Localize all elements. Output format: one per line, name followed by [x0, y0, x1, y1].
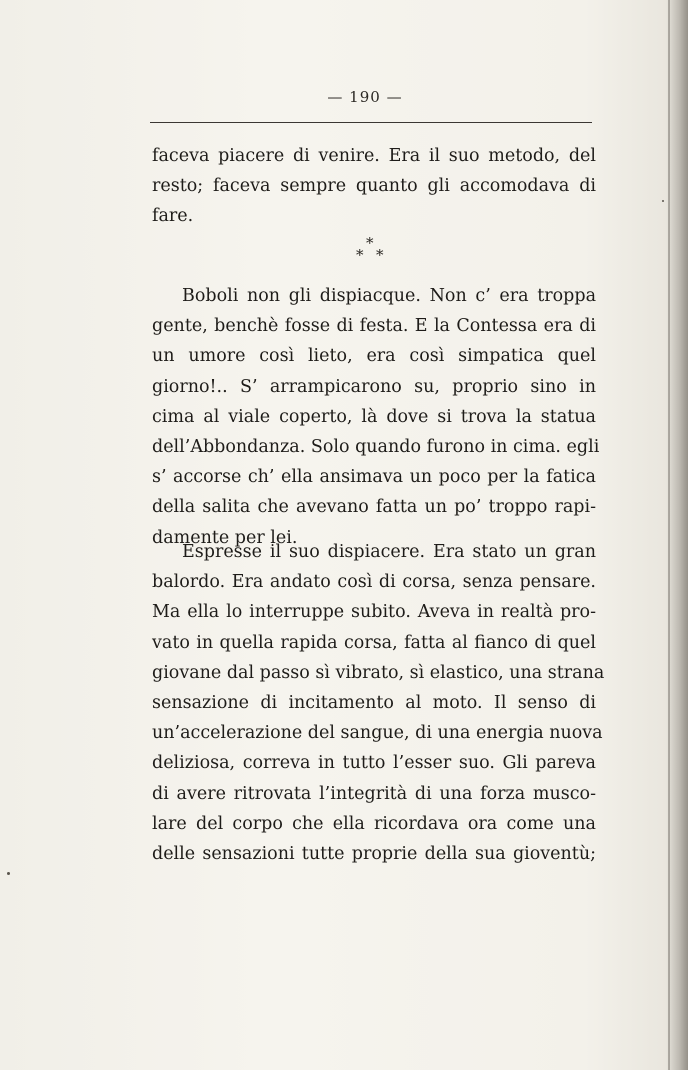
text-line: giovane dal passo sì vibrato, sì elastico, una strana [152, 662, 605, 683]
asterisk-icon: * [356, 246, 364, 264]
text-line: resto; faceva sempre quanto gli accomodava di [152, 176, 596, 197]
text-line: sensazione di incitamento al moto. Il senso di [152, 693, 596, 714]
section-separator [350, 236, 394, 266]
text-line: damente per lei. [152, 527, 298, 548]
text-line: fare. [152, 206, 194, 227]
text-line: giorno!.. S’ arrampicarono su, proprio sino in [152, 376, 596, 397]
asterisk-icon: * [376, 246, 384, 264]
paper-speck [662, 200, 664, 202]
text-line: balordo. Era andato così di corsa, senza pensare. [152, 572, 596, 593]
asterisk-icon: * [366, 234, 374, 252]
page-edge-line [668, 0, 670, 1070]
text-line: Boboli non gli dispiacque. Non c’ era troppa [182, 286, 596, 306]
text-line: un’accelerazione del sangue, di una energia nuova [152, 723, 603, 744]
text-line: lare del corpo che ella ricordava ora come una [152, 813, 596, 834]
text-line: dell’Abbondanza. Solo quando furono in cima. egli [152, 437, 600, 458]
text-line: faceva piacere di venire. Era il suo metodo, del [152, 146, 596, 166]
text-line: delle sensazioni tutte proprie della sua gioventù; [152, 844, 596, 865]
text-line: deliziosa, correva in tutto l’esser suo. Gli pareva [152, 753, 596, 774]
text-line: della salita che avevano fatta un po’ troppo rapi- [152, 497, 596, 518]
paper-speck [7, 872, 10, 875]
text-line: di avere ritrovata l’integrità di una forza musco- [152, 783, 596, 804]
paragraph-2 [152, 281, 600, 553]
header-rule [150, 122, 592, 123]
paragraph-3 [152, 537, 605, 869]
text-line: cima al viale coperto, là dove si trova la statua [152, 406, 596, 427]
text-line: Ma ella lo interruppe subito. Aveva in realtà pro- [152, 602, 596, 623]
text-line: Espresse il suo dispiacere. Era stato un gran [182, 542, 596, 562]
text-line: un umore così lieto, era così simpatica quel [152, 346, 596, 367]
text-line: vato in quella rapida corsa, fatta al fianco di quel [152, 632, 596, 653]
paragraph-1 [152, 141, 596, 232]
text-line: s’ accorse ch’ ella ansimava un poco per la fatica [152, 467, 596, 488]
text-line: gente, benchè fosse di festa. E la Contessa era di [152, 316, 596, 337]
page-number: — 190 — [327, 88, 403, 106]
